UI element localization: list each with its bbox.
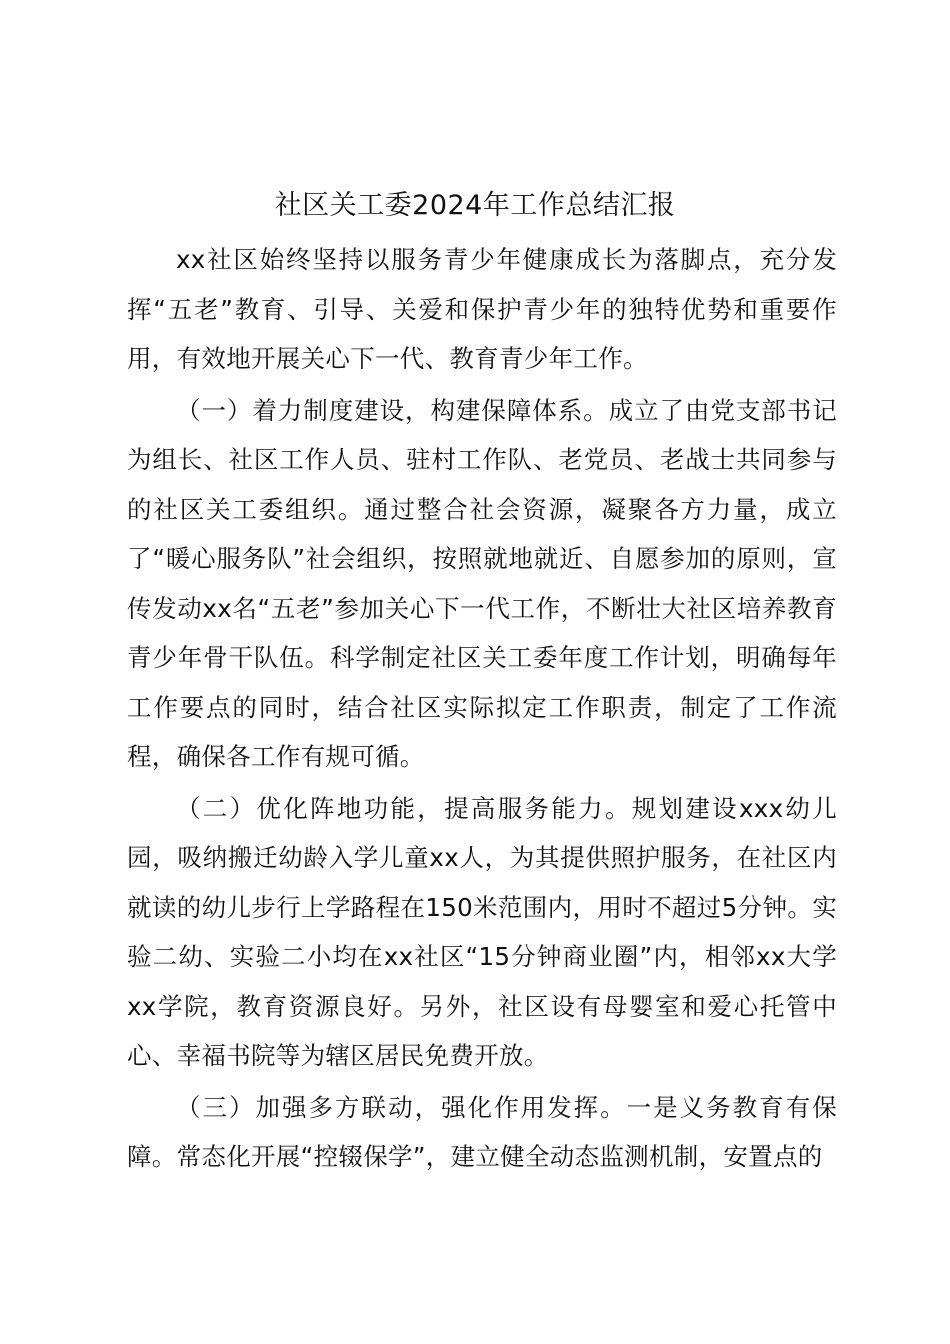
paragraph-section-2: （二）优化阵地功能，提高服务能力。规划建设xxx幼儿园，吸纳搬迁幼龄入学儿童xx人，为其提供照护服务，在社区内就读的幼儿步行上学路程在150米范围内，用时不超过5分钟。实验二幼、实验二小均在xx社区“15分钟商业圈”内，相邻xx大学xx学院，教育资源良好。另外，社区设有母婴室和爱心托管中心、幸福书院等为辖区居民免费开放。 xyxy=(127,793,837,1070)
document-title: 社区关工委2024年工作总结汇报 xyxy=(274,190,676,221)
paragraph-intro: xx社区始终坚持以服务青少年健康成长为落脚点，充分发挥“五老”教育、引导、关爱和保护青少年的独特优势和重要作用，有效地开展关心下一代、教育青少年工作。 xyxy=(127,245,837,373)
paragraph-section-3: （三）加强多方联动，强化作用发挥。一是义务教育有保障。常态化开展“控辍保学”，建立健全动态监测机制，安置点的 xyxy=(127,1092,837,1171)
document-body xyxy=(127,235,837,1182)
paragraph-section-1: （一）着力制度建设，构建保障体系。成立了由党支部书记为组长、社区工作人员、驻村工作队、老党员、老战士共同参与的社区关工委组织。通过整合社会资源，凝聚各方力量，成立了“暖心服务队”社会组织，按照就地就近、自愿参加的原则，宣传发动xx名“五老”参加关心下一代工作，不断壮大社区培养教育青少年骨干队伍。科学制定社区关工委年度工作计划，明确每年工作要点的同时，结合社区实际拟定工作职责，制定了工作流程，确保各工作有规可循。 xyxy=(127,395,837,771)
